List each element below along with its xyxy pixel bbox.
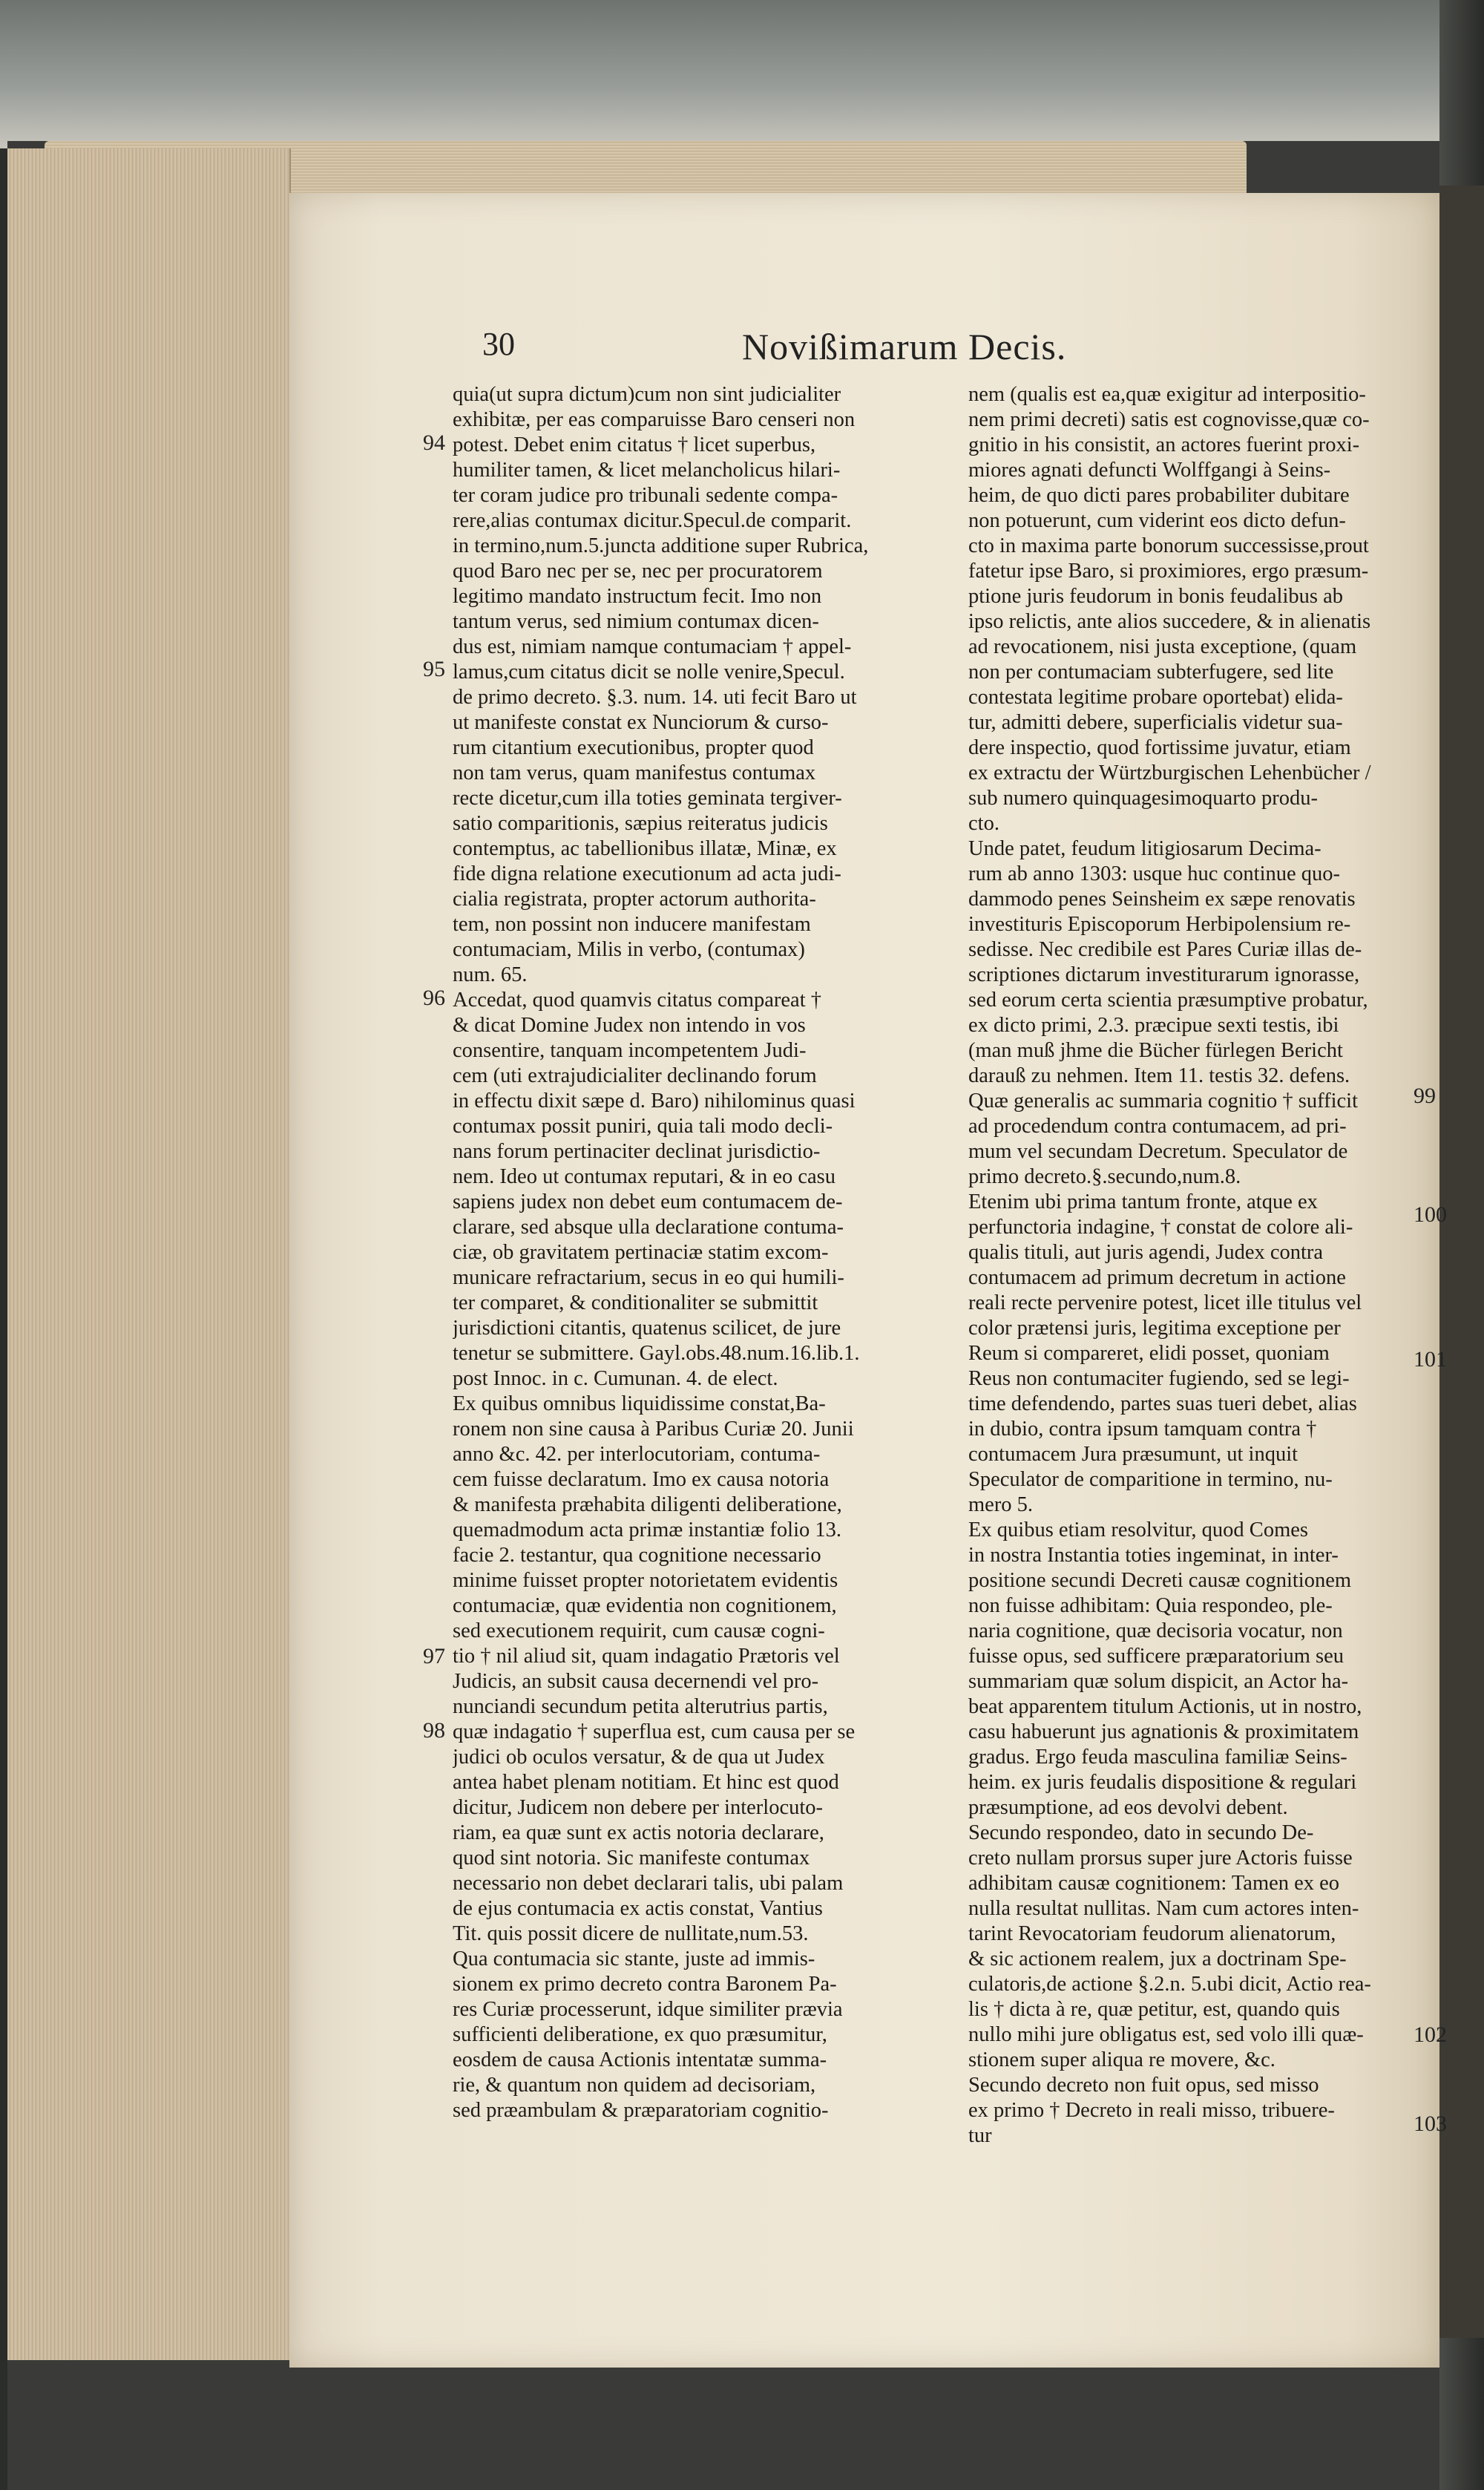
text-line: jurisdictioni citantis, quatenus scilicet, de jure <box>453 1317 841 1340</box>
text-line: adhibitam causæ cognitionem: Tamen ex eo <box>968 1872 1340 1895</box>
text-line: facie 2. testantur, qua cognitione necessario <box>453 1544 821 1567</box>
text-line: tarint Revocatoriam feudorum alienatorum, <box>968 1922 1336 1945</box>
text-line: consentire, tanquam incompetentem Judi- <box>453 1039 807 1062</box>
text-line: dammodo penes Seinsheim ex sæpe renovatis <box>968 888 1356 911</box>
text-line: riam, ea quæ sunt ex actis notoria declarare, <box>453 1821 824 1844</box>
text-line: in termino,num.5.juncta additione super Rubrica, <box>453 534 869 557</box>
text-line: humiliter tamen, & licet melancholicus hilari- <box>453 459 841 482</box>
margin-number: 102 <box>1414 2022 1447 2047</box>
text-line: tur, admitti debere, superficialis videtur sua- <box>968 711 1343 734</box>
text-line: satio comparitionis, sæpius reiteratus judicis <box>453 812 828 835</box>
text-line: sed eorum certa scientia præsumptive probatur, <box>968 989 1368 1012</box>
text-line: reali recte pervenire potest, licet ille titulus vel <box>968 1291 1362 1314</box>
text-line: & dicat Domine Judex non intendo in vos <box>453 1014 806 1037</box>
text-line: præsumptione, ad eos devolvi debent. <box>968 1796 1288 1819</box>
text-line: naria cognitione, quæ decisoria vocatur, non <box>968 1619 1343 1642</box>
text-line: fide digna relatione executionum ad acta judi- <box>453 862 841 885</box>
text-line: de ejus contumacia ex actis constat, Vantius <box>453 1897 823 1920</box>
margin-number: 96 <box>423 986 445 1010</box>
text-line: exhibitæ, per eas comparuisse Baro censeri non <box>453 408 856 431</box>
text-line: summariam quæ solum dispicit, an Actor ha- <box>968 1670 1349 1693</box>
text-line: in nostra Instantia toties ingeminat, in inter- <box>968 1544 1339 1567</box>
text-line: scriptiones dictarum investiturarum ignorasse, <box>968 963 1360 986</box>
right-page-edge <box>1439 186 1484 2338</box>
running-title: Novißimarum Decis. <box>742 326 1067 367</box>
text-line: Quæ generalis ac summaria cognitio † sufficit <box>968 1090 1359 1113</box>
text-line: time defendendo, partes suas tueri debet, alias <box>968 1392 1357 1415</box>
text-line: tantum verus, sed nimium contumax dicen- <box>453 610 819 633</box>
text-line: contemptus, ac tabellionibus illatæ, Minæ, ex <box>453 837 837 860</box>
text-line: ex extractu der Würtzburgischen Lehenbücher / <box>968 761 1371 784</box>
margin-number: 99 <box>1414 1084 1436 1108</box>
text-line: stionem super aliqua re movere, &c. <box>968 2048 1275 2071</box>
text-line: Secundo decreto non fuit opus, sed misso <box>968 2074 1319 2097</box>
text-line: non per contumaciam subterfugere, sed lite <box>968 661 1334 684</box>
text-line: quemadmodum acta primæ instantiæ folio 13. <box>453 1518 842 1541</box>
left-text-column <box>453 382 905 2123</box>
text-line: ex primo † Decreto in reali misso, tribuere- <box>968 2099 1335 2122</box>
text-line: sionem ex primo decreto contra Baronem Pa- <box>453 1973 837 1996</box>
text-line: res Curiæ processerunt, idque similiter prævia <box>453 1998 843 2021</box>
text-line: dicitur, Judicem non debere per interlocuto- <box>453 1796 824 1819</box>
text-line: nem primi decreti) satis est cognovisse,quæ co- <box>968 408 1370 431</box>
text-line: creto nullam prorsus super jure Actoris fuisse <box>968 1847 1353 1870</box>
text-line: ad procedendum contra contumacem, ad pri- <box>968 1115 1347 1138</box>
text-line: contumacem Jura præsumunt, ut inquit <box>968 1443 1298 1466</box>
text-line: ut manifeste constat ex Nunciorum & curso- <box>453 711 829 734</box>
text-line: nullo mihi jure obligatus est, sed volo illi quæ- <box>968 2023 1364 2046</box>
text-line: heim, de quo dicti pares probabiliter dubitare <box>968 484 1350 507</box>
text-line: ter comparet, & conditionaliter se submittit <box>453 1291 818 1314</box>
margin-number: 100 <box>1414 1202 1447 1227</box>
margin-number: 103 <box>1414 2111 1447 2136</box>
text-line: miores agnati defuncti Wolffgangi à Seins- <box>968 459 1331 482</box>
page-header <box>482 325 1447 377</box>
text-line: ex dicto primi, 2.3. præcipue sexti testis, ibi <box>968 1014 1339 1037</box>
text-line: tem, non possint non inducere manifestam <box>453 913 811 936</box>
text-line: color prætensi juris, legitima exceptione per <box>968 1317 1341 1340</box>
text-line: quæ indagatio † superflua est, cum causa per se <box>453 1720 856 1743</box>
text-line: (man muß jhme die Bücher fürlegen Bericht <box>968 1039 1343 1062</box>
text-line: rum ab anno 1303: usque huc continue quo- <box>968 862 1341 885</box>
right-text-column <box>968 382 1414 2149</box>
text-line: Tit. quis possit dicere de nullitate,num.53. <box>453 1922 809 1945</box>
text-line: Secundo respondeo, dato in secundo De- <box>968 1821 1314 1844</box>
text-line: culatoris,de actione §.2.n. 5.ubi dicit, Actio rea- <box>968 1973 1371 1996</box>
text-line: perfunctoria indagine, † constat de colore ali- <box>968 1216 1353 1239</box>
text-line: ad revocationem, nisi justa exceptione, (quam <box>968 635 1357 658</box>
text-line: gnitio in his consistit, an actores fuerint proxi- <box>968 433 1360 456</box>
text-line: lamus,cum citatus dicit se nolle venire,Specul. <box>453 661 845 684</box>
text-line: cialia registrata, propter actorum authorita- <box>453 888 816 911</box>
page-number: 30 <box>482 326 515 362</box>
text-line: Accedat, quod quamvis citatus compareat † <box>453 989 821 1012</box>
text-line: num. 65. <box>453 963 528 986</box>
text-line: & sic actionem realem, jux a doctrinam Spe- <box>968 1947 1347 1970</box>
text-line: positione secundi Decreti causæ cognitionem <box>968 1569 1352 1592</box>
text-line: eosdem de causa Actionis intentatæ summa- <box>453 2048 827 2071</box>
margin-number: 94 <box>423 430 445 455</box>
background-top <box>0 0 1484 148</box>
text-line: dus est, nimiam namque contumaciam † appel- <box>453 635 852 658</box>
text-line: Reum si compareret, elidi posset, quoniam <box>968 1342 1330 1365</box>
text-line: lis † dicta à re, quæ petitur, est, quando quis <box>968 1998 1340 2021</box>
text-line: nem. Ideo ut contumax reputari, & in eo casu <box>453 1165 836 1188</box>
text-line: ptione juris feudorum in bonis feudalibus ab <box>968 585 1343 608</box>
text-line: nans forum pertinaciter declinat jurisdictio- <box>453 1140 821 1163</box>
text-line: sufficienti deliberatione, ex quo præsumitur, <box>453 2023 827 2046</box>
text-line: rere,alias contumax dicitur.Specul.de comparit. <box>453 509 852 532</box>
text-line: de primo decreto. §.3. num. 14. uti fecit Baro ut <box>453 686 857 709</box>
text-line: non potuerunt, cum viderint eos dicto defun- <box>968 509 1346 532</box>
text-line: Qua contumacia sic stante, juste ad immis- <box>453 1947 815 1970</box>
text-line: tenetur se submittere. Gayl.obs.48.num.16.lib.1. <box>453 1342 860 1365</box>
text-line: contumax possit puniri, quia tali modo decli- <box>453 1115 833 1138</box>
text-line: primo decreto.§.secundo,num.8. <box>968 1165 1241 1188</box>
text-line: cto in maxima parte bonorum successisse,prout <box>968 534 1369 557</box>
text-line: in dubio, contra ipsum tamquam contra † <box>968 1418 1317 1441</box>
page-edges-left <box>7 148 291 2360</box>
text-line: sub numero quinquagesimoquarto produ- <box>968 787 1318 810</box>
text-line: quod sint notoria. Sic manifeste contumax <box>453 1847 810 1870</box>
margin-number: 101 <box>1414 1347 1447 1372</box>
text-line: anno &c. 42. per interlocutoriam, contuma- <box>453 1443 821 1466</box>
text-line: Judicis, an subsit causa decernendi vel pro- <box>453 1670 819 1693</box>
text-line: in effectu dixit sæpe d. Baro) nihilominus quasi <box>453 1090 856 1113</box>
text-line: quia(ut supra dictum)cum non sint judicialiter <box>453 383 841 406</box>
text-line: municare refractarium, secus in eo qui humili- <box>453 1266 844 1289</box>
margin-number: 95 <box>423 657 445 681</box>
text-line: sed executionem requirit, cum causæ cogni- <box>453 1619 825 1642</box>
text-line: judici ob oculos versatur, & de qua ut Judex <box>453 1746 825 1769</box>
text-line: casu habuerunt jus agnationis & proximitatem <box>968 1720 1359 1743</box>
text-line: ciæ, ob gravitatem pertinaciæ statim excom- <box>453 1241 829 1264</box>
text-line: ipso relictis, ante alios succedere, & in alienatis <box>968 610 1371 633</box>
text-line: non tam verus, quam manifestus contumax <box>453 761 816 784</box>
book-page <box>289 193 1447 2368</box>
text-line: ronem non sine causa à Paribus Curiæ 20. Junii <box>453 1418 854 1441</box>
text-line: non fuisse adhibitam: Quia respondeo, ple- <box>968 1594 1333 1617</box>
text-line: quod Baro nec per se, nec per procuratorem <box>453 560 823 583</box>
text-line: cem fuisse declaratum. Imo ex causa notoria <box>453 1468 830 1491</box>
text-line: sapiens judex non debet eum contumacem de- <box>453 1190 843 1213</box>
text-line: contumaciam, Milis in verbo, (contumax) <box>453 938 805 961</box>
text-line: Reus non contumaciter fugiendo, sed se legi- <box>968 1367 1350 1390</box>
text-line: nunciandi secundum petita alterutrius partis, <box>453 1695 828 1718</box>
text-line: Speculator de comparitione in termino, nu- <box>968 1468 1333 1491</box>
text-line: darauß zu nehmen. Item 11. testis 32. defens. <box>968 1064 1350 1087</box>
text-line: ter coram judice pro tribunali sedente compa- <box>453 484 838 507</box>
text-line: fuisse opus, sed sufficere præparatorium seu <box>968 1645 1345 1668</box>
text-line: Etenim ubi prima tantum fronte, atque ex <box>968 1190 1318 1213</box>
text-line: Unde patet, feudum litigiosarum Decima- <box>968 837 1322 860</box>
text-line: mero 5. <box>968 1493 1034 1516</box>
text-line: potest. Debet enim citatus † licet superbus, <box>453 433 816 456</box>
text-line: sedisse. Nec credibile est Pares Curiæ illas de- <box>968 938 1362 961</box>
text-line: nem (qualis est ea,quæ exigitur ad interpositio- <box>968 383 1366 406</box>
text-line: clarare, sed absque ulla declaratione contuma- <box>453 1216 844 1239</box>
text-line: qualis tituli, aut juris agendi, Judex contra <box>968 1241 1324 1264</box>
text-line: sed præambulam & præparatoriam cognitio- <box>453 2099 829 2122</box>
text-line: beat apparentem titulum Actionis, ut in nostro, <box>968 1695 1362 1718</box>
text-line: & manifesta præhabita diligenti deliberatione, <box>453 1493 842 1516</box>
text-line: legitimo mandato instructum fecit. Imo non <box>453 585 822 608</box>
text-line: necessario non debet declarari talis, ubi palam <box>453 1872 844 1895</box>
text-line: fatetur ipse Baro, si proximiores, ergo præsum- <box>968 560 1369 583</box>
text-line: investituris Episcoporum Herbipolensium re- <box>968 913 1351 936</box>
text-line: dere inspectio, quod fortissime juvatur, etiam <box>968 736 1351 759</box>
text-line: antea habet plenam notitiam. Et hinc est quod <box>453 1771 839 1794</box>
text-line: heim. ex juris feudalis dispositione & regulari <box>968 1771 1357 1794</box>
text-line: cem (uti extrajudicialiter declinando forum <box>453 1064 817 1087</box>
text-line: nulla resultat nullitas. Nam cum actores inten- <box>968 1897 1359 1920</box>
text-line: tio † nil aliud sit, quam indagatio Prætoris vel <box>453 1645 840 1668</box>
text-line: contestata legitime probare oportebat) elida- <box>968 686 1343 709</box>
text-line: cto. <box>968 812 999 835</box>
text-line: rum citantium executionibus, propter quod <box>453 736 814 759</box>
text-line: Ex quibus etiam resolvitur, quod Comes <box>968 1518 1308 1541</box>
text-line: rie, & quantum non quidem ad decisoriam, <box>453 2074 816 2097</box>
text-line: contumaciæ, quæ evidentia non cognitionem, <box>453 1594 837 1617</box>
text-line: Ex quibus omnibus liquidissime constat,Ba- <box>453 1392 826 1415</box>
margin-number: 97 <box>423 1644 445 1668</box>
text-line: gradus. Ergo feuda masculina familiæ Seins- <box>968 1746 1347 1769</box>
text-line: minime fuisset propter notorietatem evidentis <box>453 1569 838 1592</box>
text-line: mum vel secundam Decretum. Speculator de <box>968 1140 1348 1163</box>
text-line: contumacem ad primum decretum in actione <box>968 1266 1346 1289</box>
text-line: post Innoc. in c. Cumunan. 4. de elect. <box>453 1367 778 1390</box>
text-line: recte dicetur,cum illa toties geminata tergiver- <box>453 787 842 810</box>
text-line: tur <box>968 2124 992 2147</box>
margin-number: 98 <box>423 1718 445 1743</box>
